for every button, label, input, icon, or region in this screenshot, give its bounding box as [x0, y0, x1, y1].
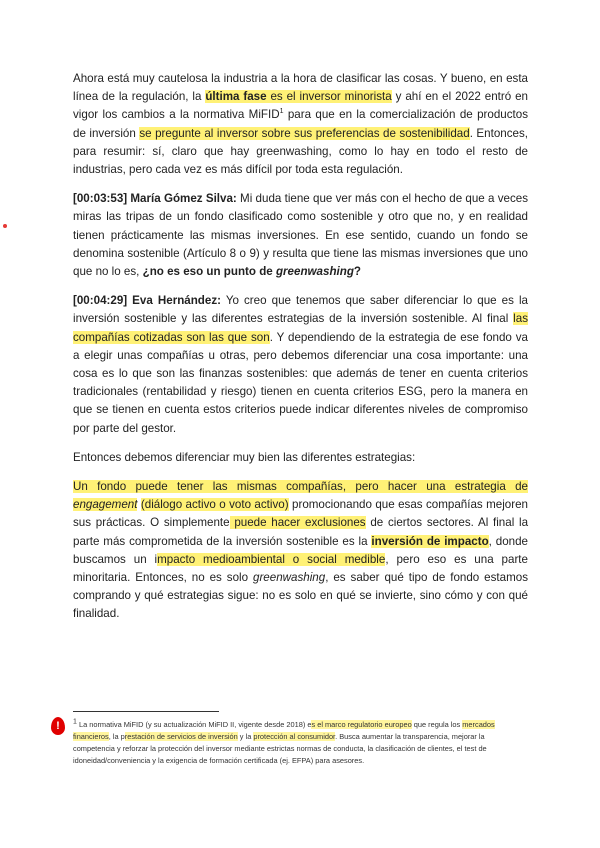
text-span: . Busca aumentar la transparencia, mejorar la competencia y reforzar la protección del inversor mediante estrictas normas de conducta, la clasificación de clientes, el test de idoneidad/conveniencia y la exigencia de formación certificada (ej. EFPA) para asesores.	[73, 732, 487, 765]
text-span: , es saber qué tipo de fondo estamos comprando y qué estrategias sigue: no es solo en qué se invierte, sino cómo y con qué finalidad.	[73, 571, 528, 621]
text-span: de ciertos sectores. Al final la parte más comprometida de la inversión sostenible es la	[73, 516, 529, 548]
highlight-exclusiones: puede hacer exclusiones	[229, 516, 366, 530]
question-bold: ¿no es eso un punto de	[142, 265, 276, 279]
highlight-dialogo-activo: (diálogo activo o voto activo)	[140, 498, 289, 512]
highlight-inversion-impacto: inversión de impacto	[371, 534, 489, 548]
highlight-proteccion-consumidor: protección al consumidor	[253, 732, 336, 741]
highlight-engagement: engagement	[73, 498, 138, 512]
highlight-servicios-inversion: restación de servicios de inversión	[124, 732, 238, 741]
text-span: , donde buscamos un i	[73, 534, 529, 566]
text-span: , pero eso es una parte minoritaria. Entonces, no es solo	[73, 552, 528, 585]
text-span: y la	[237, 732, 254, 741]
text-span: . Entonces, para resumir: sí, claro que hay greenwashing, como lo hay en todo el resto de industrias, pero cada vez es más difícil por toda esta regulación.	[73, 126, 528, 177]
highlight-mismas-companias: Un fondo puede tener las mismas compañías, pero hacer una estrategia de	[73, 480, 528, 494]
text-span: promocionando que esas compañías mejoren sus prácticas. O simplemente	[73, 498, 528, 530]
text-span: Mi duda tiene que ver más con el hecho de que a veces miras las tripas de un fondo clasificado como sostenible y otro que no, y en realidad tienen prácticamente las mismas inversiones. En ese sentido, cuando un fondo se denomina sostenible (Artículo 8 o 9) y resulta que tiene las mismas inversiones que uno que no lo es,	[73, 192, 529, 279]
text-span: para que en la comercialización de productos de inversión	[73, 108, 528, 140]
comment-marker-icon[interactable]: !	[51, 717, 65, 735]
text-span: , la p	[108, 732, 125, 741]
highlight-impacto-medible: mpacto medioambiental o social medible	[157, 552, 386, 566]
highlight-marco-regulatorio: s el marco regulatorio europeo	[311, 720, 412, 729]
highlight-mercados-financieros: mercados financieros	[73, 720, 495, 741]
paragraph-eva-answer	[73, 292, 528, 438]
paragraph-regulation	[73, 70, 528, 179]
question-bold: ?	[353, 265, 361, 279]
paragraph-maria-question	[73, 190, 528, 281]
highlight-preferencias-sostenibilidad: se pregunte al inversor sobre sus preferencias de sostenibilidad	[139, 126, 470, 140]
footnote-number: 1	[73, 718, 77, 726]
paragraph-estrategias	[73, 478, 528, 624]
text-span: y ahí en el 2022 entró en vigor los cambios a la normativa MiFID	[73, 90, 528, 122]
speaker-label: [00:03:53] María Gómez Silva:	[73, 192, 237, 206]
text-span: Entonces debemos diferenciar muy bien las diferentes estrategias:	[73, 450, 416, 464]
text-italic: greenwashing	[253, 571, 326, 585]
footnote-1	[73, 719, 528, 767]
text-span: La normativa MiFID (y su actualización MiFID II, vigente desde 2018) e	[76, 720, 312, 729]
text-span: . Y dependiendo de la estrategia de ese fondo va a elegir unas compañías u otras, pero debemos diferenciar una cosa importante: una cosa es lo que son las finanzas sostenibles: que además de tener en cuenta criterios tradicionales (rentabilidad y riesgo) tienen en cuenta criterios ESG, pero la manera en que se tienen en cuenta estos criterios puede indicar diferentes niveles de compromiso por parte del gestor.	[73, 330, 528, 435]
highlight-companias-cotizadas: las compañías cotizadas son las que son	[73, 312, 528, 344]
paragraph-estrategias-intro	[73, 449, 528, 467]
highlight-ultima-fase: última fase	[205, 90, 267, 104]
footnote-ref[interactable]: 1	[279, 108, 284, 116]
question-bold-italic: greenwashing	[275, 265, 354, 279]
text-span: Ahora está muy cautelosa la industria a la hora de clasificar las cosas. Y bueno, en esta línea de la regulación, la	[73, 72, 528, 104]
margin-comment-dot[interactable]	[3, 224, 7, 228]
interview-body	[73, 70, 528, 635]
text-span: que regula los	[411, 720, 463, 729]
highlight-inversor-minorista: es el inversor minorista	[266, 90, 392, 104]
speaker-label: [00:04:29] Eva Hernández:	[73, 294, 221, 308]
footnote-divider	[73, 711, 219, 712]
text-span: Yo creo que tenemos que saber diferenciar lo que es la inversión sostenible y las diferentes estrategias de la inversión sostenible. Al final	[73, 294, 528, 326]
